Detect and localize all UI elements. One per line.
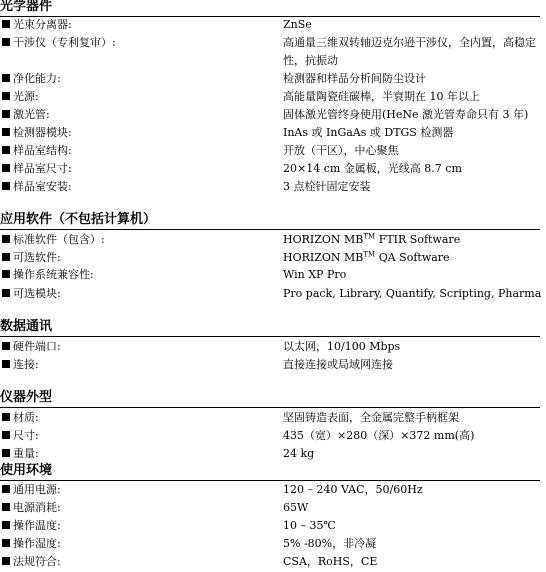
bullet-square-icon: [2, 164, 10, 172]
bullet-square-icon: [2, 270, 10, 278]
spec-value: 20×14 cm 金属板，光线高 8.7 cm: [283, 162, 462, 175]
spec-label: 法规符合:: [0, 553, 280, 571]
spec-label: 硬件端口:: [0, 338, 280, 356]
spec-value: Win XP Pro: [283, 268, 347, 281]
spec-value: 高能量陶瓷硅碳棒，半衰期在 10 年以上: [283, 90, 480, 103]
spec-value: CSA，RoHS，CE: [283, 555, 378, 568]
bullet-square-icon: [2, 485, 10, 493]
trademark-superscript: TM: [363, 232, 376, 241]
spec-label: 操作湿度:: [0, 535, 280, 553]
bullet-square-icon: [2, 431, 10, 439]
spec-value: 以太网，10/100 Mbps: [283, 340, 401, 353]
bullet-square-icon: [2, 92, 10, 100]
spec-value: 坚固铸造表面，全金属完整手柄框架: [283, 411, 459, 424]
spec-value: HORIZON MB™ FTIR Software: [283, 232, 461, 246]
spec-value: ZnSe: [283, 18, 312, 31]
bullet-square-icon: [2, 503, 10, 511]
bullet-square-icon: [2, 74, 10, 82]
bullet-square-icon: [2, 342, 10, 350]
spec-label: 净化能力:: [0, 70, 280, 88]
trademark-superscript: TM: [363, 250, 376, 259]
spec-value: HORIZON MB™ QA Software: [283, 250, 450, 264]
spec-value: 120 – 240 VAC，50/60Hz: [283, 483, 423, 496]
spec-label: 光源:: [0, 88, 280, 106]
spec-value: 固体激光管终身使用(HeNe 激光管寿命只有 3 年): [283, 108, 529, 121]
section-title-environment: 使用环境: [0, 462, 540, 481]
bullet-square-icon: [2, 38, 10, 46]
spec-label: 标准软件（包含）:: [0, 231, 280, 249]
spec-value: 24 kg: [283, 447, 315, 460]
bullet-square-icon: [2, 413, 10, 421]
spec-label: 连接:: [0, 356, 280, 374]
spec-value: 5% -80%，非冷凝: [283, 537, 377, 550]
spec-value: InAs 或 InGaAs 或 DTGS 检测器: [283, 126, 454, 139]
bullet-square-icon: [2, 235, 10, 243]
spec-value: 3 点栓针固定安装: [283, 180, 371, 193]
bullet-square-icon: [2, 360, 10, 368]
spec-label: 尺寸:: [0, 427, 280, 445]
spec-value: 10 – 35℃: [283, 519, 336, 532]
spec-value: Pro pack, Library, Quantify, Scripting, Pharma: [283, 287, 542, 300]
spec-value: 高通量三维双转轴迈克尔逊干涉仪，全内置，高稳定性，抗振动: [283, 36, 536, 67]
spec-label: 激光管:: [0, 106, 280, 124]
spec-label: 操作温度:: [0, 517, 280, 535]
spec-label: 电源消耗:: [0, 499, 280, 517]
section-title-appearance: 仪器外型: [0, 389, 540, 408]
bullet-square-icon: [2, 289, 10, 297]
section-title-software: 应用软件（不包括计算机）: [0, 211, 540, 230]
bullet-square-icon: [2, 539, 10, 547]
spec-label: 样品室结构:: [0, 142, 280, 160]
bullet-square-icon: [2, 449, 10, 457]
bullet-square-icon: [2, 20, 10, 28]
spec-value: 435（宽）×280（深）×372 mm(高): [283, 429, 475, 442]
bullet-square-icon: [2, 110, 10, 118]
bullet-square-icon: [2, 146, 10, 154]
spec-value: 直接连接或局域网连接: [283, 358, 393, 371]
spec-value: 检测器和样品分析间防尘设计: [283, 72, 426, 85]
spec-label: 检测器模块:: [0, 124, 280, 142]
spec-value: 65W: [283, 501, 309, 514]
bullet-square-icon: [2, 557, 10, 565]
spec-label: 通用电源:: [0, 481, 280, 499]
spec-label: 样品室尺寸:: [0, 160, 280, 178]
section-title-communications: 数据通讯: [0, 318, 540, 337]
spec-label: 材质:: [0, 409, 280, 427]
spec-value: 开放（干区），中心聚焦: [283, 144, 399, 157]
bullet-square-icon: [2, 128, 10, 136]
section-title-optics: 光学器件: [0, 0, 540, 17]
bullet-square-icon: [2, 182, 10, 190]
bullet-square-icon: [2, 521, 10, 529]
spec-label: 干涉仪（专利复审）:: [0, 34, 280, 52]
spec-label: 操作系统兼容性:: [0, 266, 280, 284]
spec-label: 重量:: [0, 445, 280, 463]
spec-label: 可选软件:: [0, 249, 280, 267]
spec-label: 样品室安装:: [0, 178, 280, 196]
spec-label: 可选模块:: [0, 285, 280, 303]
bullet-square-icon: [2, 253, 10, 261]
spec-label: 光束分离器:: [0, 16, 280, 34]
